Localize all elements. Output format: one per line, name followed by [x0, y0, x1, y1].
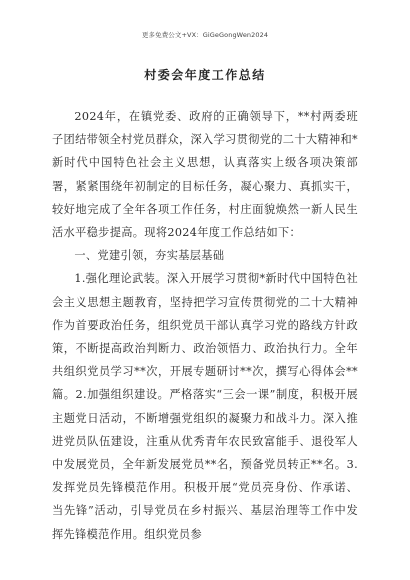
- document-title: 村委会年度工作总结: [144, 68, 266, 82]
- section-heading: 一、党建引领，夯实基层基础: [74, 249, 225, 263]
- document-body: [52, 105, 358, 546]
- header-note: 更多免费公文+VX：GiGeGongWen2024: [141, 31, 269, 39]
- paragraph-intro: 2024年，在镇党委、政府的正确领导下，**村两委班子团结带领全村党员群众，深入学习贯彻党的二十大精神和*新时代中国特色社会主义思想，认真落实上级各项决策部署，紧紧围绕年初制定的目标任务，凝心聚力、真抓实干，较好地完成了全年各项工作任务，村庄面貌焕然一新人民生活水平稳步提高。现将2024年度工作总结如下：: [52, 110, 358, 240]
- paragraph-party-building: 1.强化理论武装。深入开展学习贯彻*新时代中国特色社会主义思想主题教育，坚持把学习宣传贯彻党的二十大精神作为首要政治任务，组织党员干部认真学习党的路线方针政策，不断提高政治判断力、政治领悟力、政治执行力。全年共组织党员学习**次，开展专题研讨**次，撰写心得体会**篇。2.加强组织建设。严格落实“三会一课”制度，积极开展主题党日活动，不断增强党组织的凝聚力和战斗力。深入推进党员队伍建设，注重从优秀青年农民致富能手、退役军人中发展党员，全年新发展党员**名，预备党员转正**名。3.发挥党员先锋模范作用。积极开展“党员亮身份、作承诺、当先锋”活动，引导党员在乡村振兴、基层治理等工作中发挥先锋模范作用。组织党员参: [52, 272, 358, 541]
